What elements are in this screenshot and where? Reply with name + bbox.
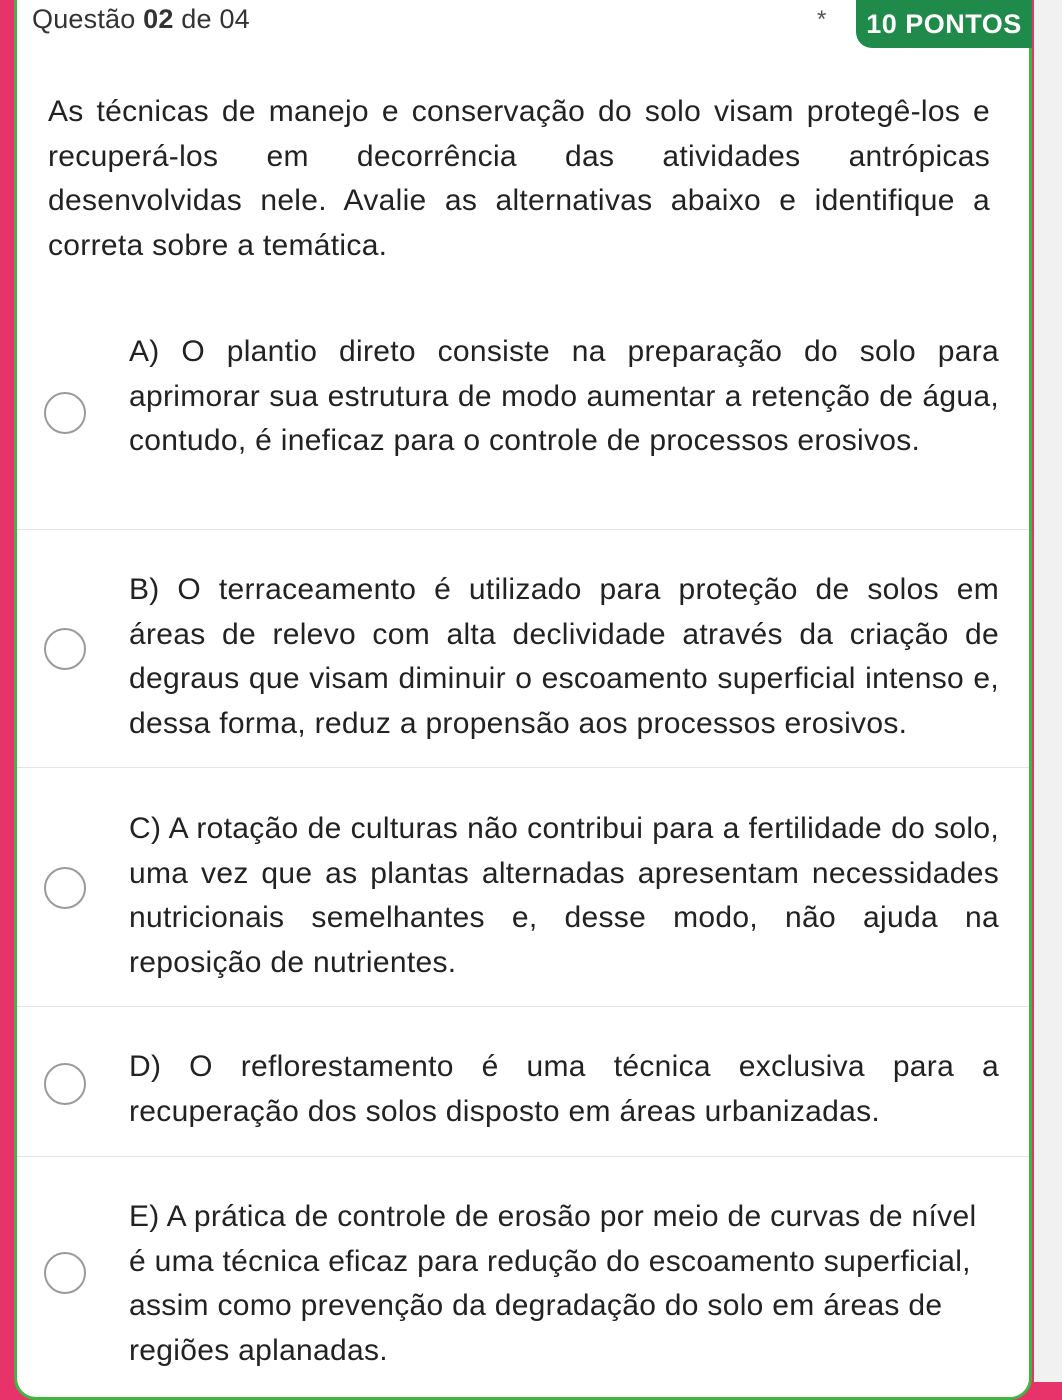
option-c[interactable] — [17, 807, 1029, 1007]
option-a[interactable] — [17, 330, 1029, 530]
option-d-text[interactable]: D) O reflorestamento é uma técnica exclusiva para a recuperação dos solos disposto em áreas urbanizadas. — [129, 1050, 999, 1128]
question-counter — [32, 4, 250, 35]
question-statement: As técnicas de manejo e conservação do solo visam protegê-los e recuperá-los em decorrência das atividades antrópicas desenvolvidas nele. Avalie as alternativas abaixo e identifique a correta sobre a temática. — [48, 95, 990, 262]
divider — [17, 767, 1029, 768]
option-e[interactable] — [17, 1195, 1029, 1385]
divider — [17, 529, 1029, 530]
radio-button-a[interactable] — [44, 392, 86, 434]
divider — [17, 1006, 1029, 1007]
option-c-text[interactable]: C) A rotação de culturas não contribui para a fertilidade do solo, uma vez que as plantas alternadas apresentam necessidades nutricionais semelhantes e, desse modo, não ajuda na reposição de nutrientes. — [129, 812, 999, 979]
radio-button-e[interactable] — [44, 1252, 86, 1294]
option-e-text[interactable]: E) A prática de controle de erosão por meio de curvas de nível é uma técnica eficaz para redução do escoamento superficial, assim como prevenção da degradação do solo em áreas de regiões aplanadas. — [129, 1200, 977, 1367]
background-strip — [1034, 0, 1062, 1382]
required-star-icon: * — [817, 6, 827, 33]
radio-button-c[interactable] — [44, 867, 86, 909]
divider — [17, 1156, 1029, 1157]
radio-button-b[interactable] — [44, 628, 86, 670]
option-a-text[interactable]: A) O plantio direto consiste na preparação do solo para aprimorar sua estrutura de modo aumentar a retenção de água, contudo, é ineficaz para o controle de processos erosivos. — [129, 335, 999, 457]
radio-button-d[interactable] — [44, 1063, 86, 1105]
option-b[interactable] — [17, 568, 1029, 768]
question-counter-prefix: Questão — [32, 4, 144, 34]
points-badge: 10 PONTOS — [856, 0, 1032, 48]
question-counter-total: de 04 — [173, 4, 250, 34]
option-b-text[interactable]: B) O terraceamento é utilizado para proteção de solos em áreas de relevo com alta declividade através da criação de degraus que visam diminuir o escoamento superficial intenso e, dessa forma, reduz a propensão aos processos erosivos. — [129, 573, 999, 740]
question-number: 02 — [143, 4, 174, 34]
option-d[interactable] — [17, 1045, 1029, 1157]
